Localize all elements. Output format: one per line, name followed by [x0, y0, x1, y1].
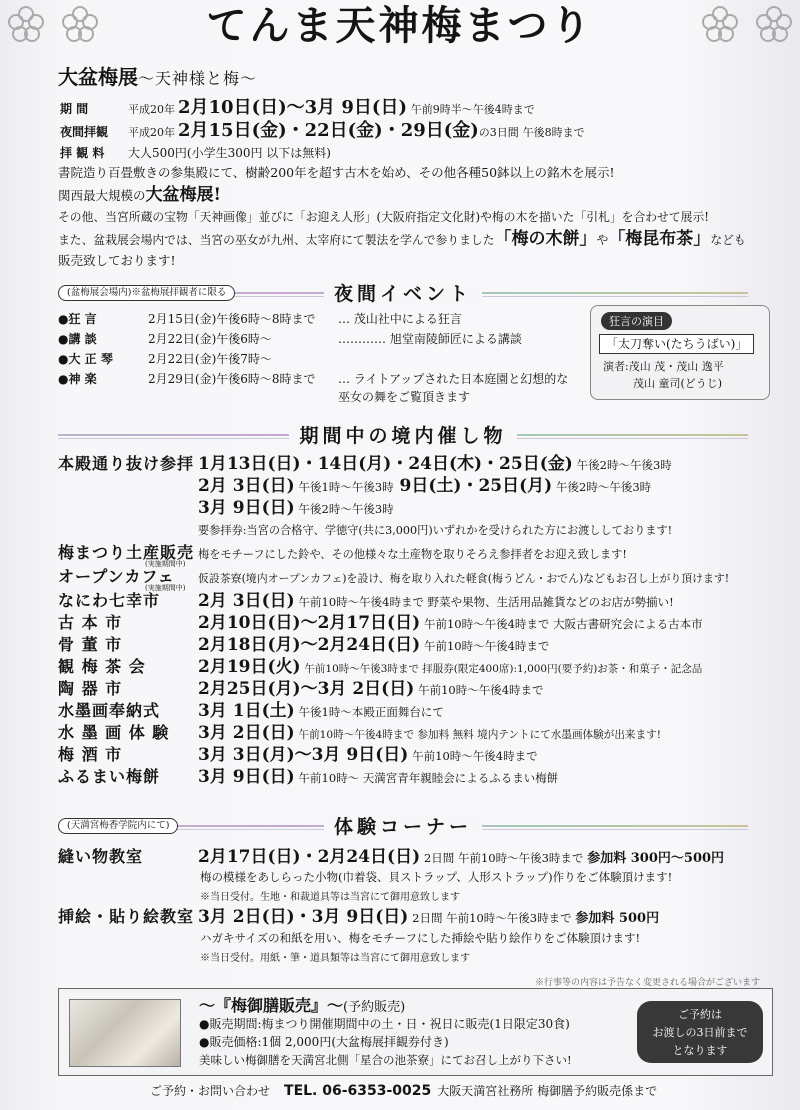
- period-tag: (実施期間中): [145, 584, 186, 592]
- grounds-date: 2月19日(火): [198, 657, 301, 677]
- grounds-time: 午前10時〜午後4時まで 大阪古書研究会による古本市: [423, 617, 703, 631]
- grounds-time: 午後2時〜午後3時: [576, 458, 672, 472]
- kyogen-title: 狂言の演目: [601, 312, 672, 330]
- grounds-date: 2月18日(月)〜2月24日(日): [198, 635, 421, 655]
- contact-phone[interactable]: TEL. 06-6353-0025: [284, 1083, 432, 1099]
- bonsai-desc-1: 書院造り百畳敷きの参集殿にて、樹齢200年を超す古木を始め、その他各種50鉢以上の銘木を展示!: [58, 165, 615, 180]
- promo-sale-period: ●販売期間:梅まつり開催期間中の土・日・祝日に販売(1日限定30食): [199, 1017, 570, 1031]
- grounds-time: 要参拝券:当宮の合格守、学徳守(共に3,000円)いずれかを受けられた方にお渡ししております!: [198, 524, 673, 537]
- grounds-heading: 期間中の境内催し物: [289, 425, 516, 447]
- fee-row: [60, 143, 331, 163]
- class-name: 縫い物教室: [58, 847, 144, 866]
- grounds-time: 仮設茶寮(境内オープンカフェ)を設け、梅を取り入れた軽食(梅うどん・おでん)などもお召し上がり頂けます!: [198, 572, 730, 585]
- grounds-row: [58, 722, 661, 746]
- event-name: ●講 談: [58, 332, 97, 346]
- grounds-time: 午前10時〜午後4時まで: [418, 683, 544, 697]
- grounds-row: [58, 453, 672, 476]
- night-note: の3日間: [478, 126, 519, 139]
- grounds-name: ふるまい梅餅: [58, 767, 161, 786]
- period-row: [60, 98, 535, 120]
- grounds-date-2: 9日(土)・25日(月): [393, 476, 553, 496]
- grounds-time: 午前10時〜 天満宮青年親睦会によるふるまい梅餅: [298, 771, 559, 785]
- taiken-pill: (天満宮梅香学院内にて): [58, 818, 178, 834]
- ume-mochi-label: 「梅の木餅」: [494, 229, 597, 249]
- gozen-photo: [69, 999, 181, 1067]
- event-row: [58, 330, 522, 348]
- contact-label: ご予約・お問い合わせ: [150, 1084, 271, 1098]
- bonsai-desc-5: 販売致しております!: [58, 253, 176, 268]
- taiken-heading: 体験コーナー: [324, 816, 482, 838]
- grounds-row: [58, 766, 558, 789]
- grounds-date: 3月 1日(土): [198, 701, 295, 721]
- grounds-name: 梅 酒 市: [58, 745, 123, 764]
- grounds-time: 午前10時〜午後4時まで 野菜や果物、生活用品雑貨などのお店が勢揃い!: [298, 595, 674, 609]
- grounds-row: [58, 744, 538, 767]
- class-date: 2月17日(日)・2月24日(日): [198, 847, 421, 867]
- grounds-date: 3月 3日(月)〜3月 9日(日): [198, 745, 409, 765]
- event-row: [58, 350, 338, 368]
- period-dates: 2月10日(日)〜3月 9日(日): [178, 97, 407, 118]
- grounds-date: 3月 9日(日): [198, 767, 295, 787]
- grounds-time: 午前10時〜午後4時まで: [412, 749, 538, 763]
- class-fee: 参加料 300円〜500円: [587, 851, 725, 866]
- bonsai-title-main: 大盆梅展: [58, 65, 138, 89]
- bonsai-desc-4c: や: [596, 233, 609, 247]
- grounds-name: 骨 董 市: [58, 635, 123, 654]
- bonsai-desc-4e: なども: [710, 233, 746, 247]
- bonsai-desc-4a: また、盆栽展会場内では、当宮の巫女が九州、太宰府にて製法を学んで参りました: [58, 233, 495, 247]
- grounds-time: 午後2時〜午後3時: [298, 502, 394, 516]
- event-date: 2月29日(金)午後6時〜8時まで: [148, 372, 316, 386]
- grounds-name: 水墨画奉納式: [58, 701, 161, 720]
- grounds-row: [58, 519, 672, 542]
- night-hours: 午後8時まで: [522, 126, 585, 139]
- bonsai-desc-2b: 大盆梅展!: [145, 185, 221, 205]
- section-heading: [58, 421, 748, 448]
- event-date: 2月22日(金)午後7時〜: [148, 352, 272, 366]
- grounds-name: 古 本 市: [58, 613, 123, 632]
- period-year: 平成20年: [128, 103, 175, 116]
- bonsai-desc-2: [58, 184, 221, 207]
- night-heading: 夜間イベント: [324, 283, 482, 305]
- bonsai-title: [58, 64, 257, 92]
- grounds-name: 水 墨 画 体 験: [58, 723, 170, 742]
- kyogen-cast-2: 茂山 童司(どうじ): [633, 377, 723, 390]
- night-section-header: [58, 283, 748, 303]
- poster-title: てんま天神梅まつり: [206, 2, 594, 49]
- promo-price: ●販売価格:1個 2,000円(大盆梅展拝観券付き): [199, 1035, 449, 1049]
- grounds-time-2: 午後2時〜午後3時: [556, 480, 652, 494]
- event-name: ●神 楽: [58, 372, 97, 386]
- taiken-section-header: [58, 816, 748, 836]
- badge-line-3: となります: [672, 1044, 728, 1057]
- period-tag: (実施期間中): [145, 560, 186, 568]
- reservation-badge: [637, 1001, 763, 1063]
- event-desc-continued: 巫女の舞をご覧頂きます: [338, 390, 471, 404]
- class-date: 3月 2日(日)・3月 9日(日): [198, 907, 409, 927]
- event-date: 2月22日(金)午後6時〜: [148, 332, 272, 346]
- class-time: 2日間 午前10時〜午後3時まで: [423, 851, 584, 865]
- grounds-name: 梅まつり土産販売: [58, 543, 195, 562]
- class-fee: 参加料 500円: [575, 911, 660, 926]
- kyogen-box: [590, 305, 770, 400]
- grounds-time: 午前10時〜午後4時まで: [423, 639, 550, 653]
- bonsai-desc-2a: 関西最大規模の: [58, 188, 146, 203]
- promo-title: [199, 993, 405, 1016]
- promo-title-note: (予約販売): [343, 1000, 406, 1015]
- grounds-time: 梅をモチーフにした鈴や、その他様々な土産物を取りそろえ参拝者をお迎え致します!: [198, 548, 627, 561]
- grounds-row: [58, 475, 651, 498]
- bonsai-desc-3: その他、当宮所蔵の宝物「天神画像」並びに「お迎え人形」(大阪府指定文化財)や梅の木を描いた「引札」を合わせて展示!: [58, 210, 709, 224]
- event-name: ●狂 言: [58, 312, 97, 326]
- gozen-promo-box: [58, 988, 773, 1076]
- grounds-name: オープンカフェ: [58, 567, 175, 586]
- grounds-date: 2月 3日(日): [198, 476, 295, 496]
- class-name: 挿絵・貼り絵教室: [58, 907, 195, 926]
- grounds-row: [58, 497, 394, 520]
- night-pill: (盆梅展会場内)※盆梅展拝観者に限る: [58, 285, 235, 301]
- grounds-row: [58, 542, 627, 566]
- event-row: [58, 370, 568, 388]
- grounds-date: 3月 9日(日): [198, 498, 295, 518]
- badge-line-2: お渡しの3日前まで: [652, 1026, 748, 1039]
- bonsai-desc-4: [58, 228, 746, 251]
- class-desc: 梅の模様をあしらった小物(巾着袋、貝ストラップ、人形ストラップ)作りをご体験頂けます!: [200, 870, 673, 884]
- class-note: ※当日受付。用紙・筆・道具類等は当宮にて御用意致します: [200, 953, 470, 964]
- night-viewing-row: [60, 121, 585, 143]
- event-desc: … 茂山社中による狂言: [338, 312, 462, 326]
- event-date: 2月15日(金)午後6時〜8時まで: [148, 312, 316, 326]
- badge-line-1: ご予約は: [678, 1008, 722, 1021]
- event-desc: ………… 旭堂南陵師匠による講談: [338, 332, 522, 346]
- contact-org: 大阪天満宮社務所 梅御膳予約販売係まで: [437, 1084, 658, 1098]
- class-note: ※当日受付。生地・和裁道具等は当宮にて御用意致します: [200, 892, 460, 903]
- grounds-time: 午前10時〜午後4時まで 参加料 無料 境内テントにて水墨画体験が出来ます!: [298, 729, 661, 741]
- grounds-row: [58, 590, 674, 613]
- grounds-row: [58, 678, 544, 701]
- grounds-date: 3月 2日(日): [198, 723, 295, 743]
- event-row: [58, 310, 462, 328]
- grounds-row: [58, 612, 703, 635]
- grounds-row: [58, 634, 549, 657]
- change-notice: ※行事等の内容は予告なく変更される場合がございます: [534, 978, 760, 988]
- grounds-name: なにわ七幸市: [58, 591, 161, 610]
- period-hours: 午前9時半〜午後4時まで: [410, 103, 535, 116]
- event-desc: … ライトアップされた日本庭園と幻想的な: [338, 372, 569, 386]
- grounds-row: [58, 700, 444, 723]
- night-year: 平成20年: [128, 126, 175, 139]
- grounds-date: 2月 3日(日): [198, 591, 295, 611]
- grounds-time: 午後1時〜本殿正面舞台にて: [298, 705, 444, 719]
- kyogen-play: 「太刀奪い(たちうばい)」: [599, 334, 754, 354]
- fee-label: 拝 観 料: [60, 146, 105, 160]
- promo-desc: 美味しい梅御膳を天満宮北側「星合の池茶寮」にてお召し上がり下さい!: [199, 1053, 572, 1067]
- kyogen-cast-1: 演者:茂山 茂・茂山 逸平: [603, 360, 724, 373]
- night-label: 夜間拝観: [60, 125, 109, 139]
- class-time: 2日間 午前10時〜午後3時まで: [412, 911, 572, 925]
- bonsai-subtitle: 〜天神様と梅〜: [138, 69, 258, 88]
- grounds-time: 午後1時〜午後3時: [298, 480, 394, 494]
- period-label: 期 間: [60, 102, 89, 116]
- night-dates: 2月15日(金)・22日(金)・29日(金): [178, 120, 479, 141]
- grounds-section-header: [58, 425, 748, 445]
- grounds-name: 観 梅 茶 会: [58, 657, 146, 676]
- contact-line: [150, 1082, 657, 1100]
- promo-title-main: 〜『梅御膳販売』〜: [199, 996, 344, 1015]
- ume-kobucha-label: 「梅昆布茶」: [608, 229, 711, 249]
- grounds-date: 2月25日(月)〜3月 2日(日): [198, 679, 415, 699]
- kyogen-cast: [603, 358, 724, 392]
- grounds-time: 午前10時〜午後3時まで 拝服券(限定400席):1,000円(要予約)お茶・和菓子・記念品: [304, 663, 703, 675]
- class-desc: ハガキサイズの和紙を用い、梅をモチーフにした挿絵や貼り絵作りをご体験頂けます!: [200, 931, 641, 945]
- event-name: ●大 正 琴: [58, 352, 113, 366]
- grounds-name: 陶 器 市: [58, 679, 123, 698]
- fee-text: 大人500円(小学生300円 以下は無料): [128, 146, 331, 160]
- grounds-row: [58, 656, 702, 680]
- grounds-date: 1月13日(日)・14日(月)・24日(木)・25日(金): [198, 454, 573, 474]
- grounds-name: 本殿通り抜け参拝: [58, 454, 195, 473]
- grounds-date: 2月10日(日)〜2月17日(日): [198, 613, 421, 633]
